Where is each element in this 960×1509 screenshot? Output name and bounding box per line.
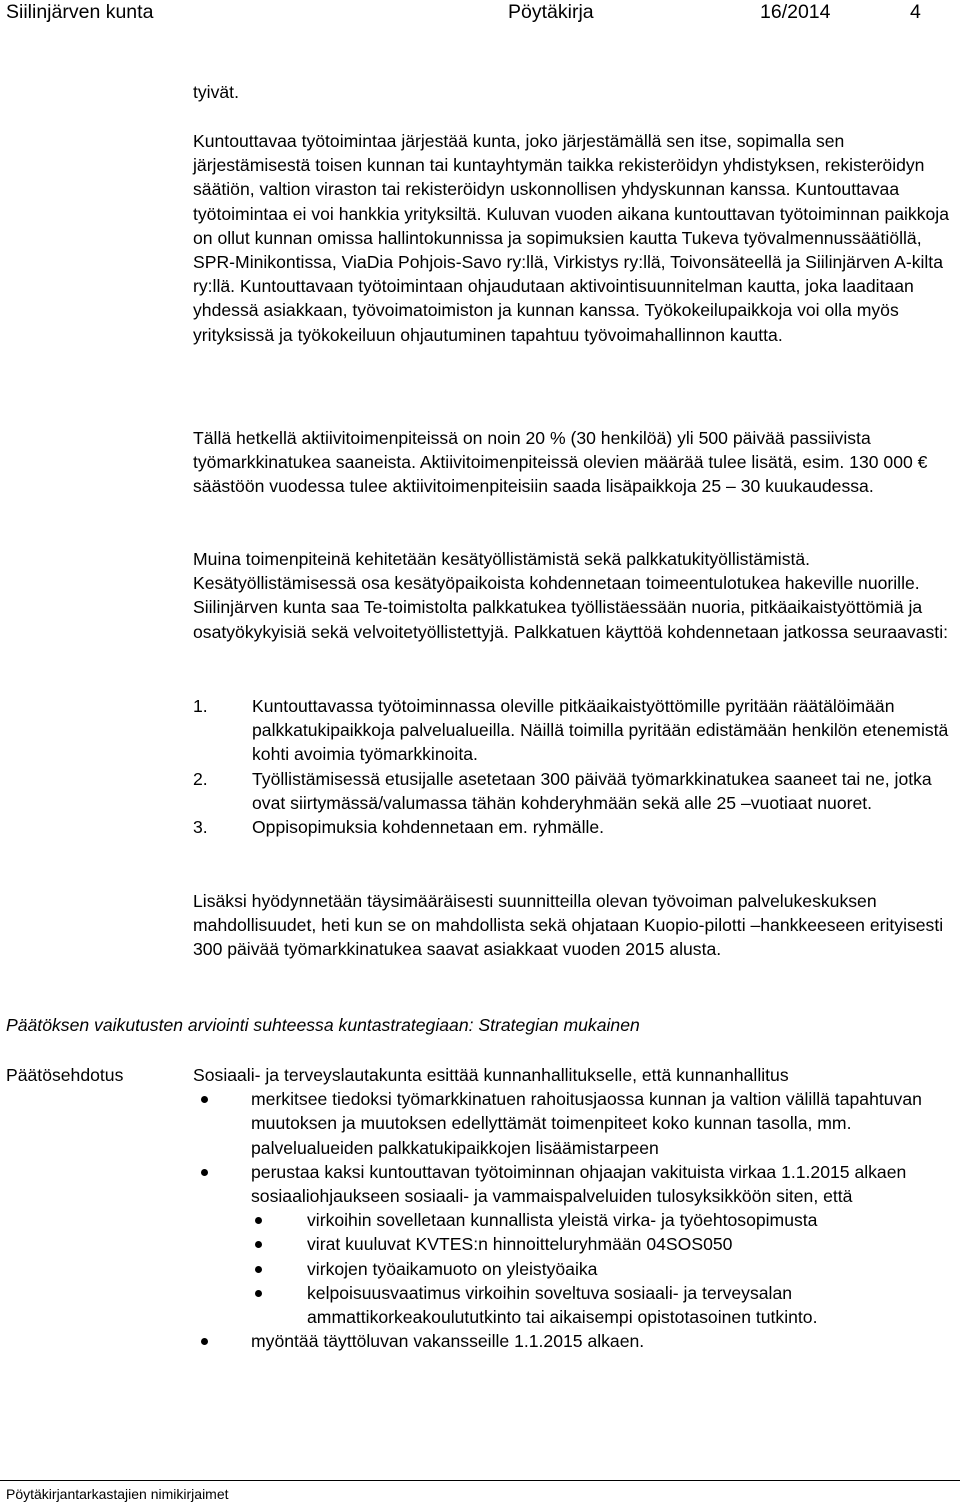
proposal-bullet [193,1087,950,1160]
proposal-bullet-text: perustaa kaksi kuntouttavan työtoiminnan ohjaajan vakituista virkaa 1.1.2015 alkaen sosiaaliohjaukseen sosiaali- ja vammaispalveluiden tulosyksikköön siten, että [251,1161,907,1207]
paragraph-text: Muina toimenpiteinä kehitetään kesätyöllistämistä sekä palkkatukityöllistämistä. Kesätyöllistämisessä osa kesätyöpaikoista kohdennetaan toimeentulotukea hakeville nuorille. Siilinjärven kunta saa Te-toimistolta palkkatukea työllistäessään nuoria, pitkäaikaistyöttömiä ja osatyökykyisiä sekä velvoitetyöllistettyjä. Palkkatuen käyttöä kohdennetaan jatkossa seuraavasti: [193,549,948,642]
impact-assessment: Päätöksen vaikutusten arviointi suhteessa kuntastrategiaan: Strategian mukainen [6,1015,640,1035]
proposal-intro: Sosiaali- ja terveyslautakunta esittää kunnanhallitukselle, että kunnanhallitus [193,1065,789,1085]
proposal-section [193,1063,950,1353]
proposal-bullet [193,1329,950,1353]
page-header [0,0,960,26]
paragraph-text: Tällä hetkellä aktiivitoimenpiteissä on noin 20 % (30 henkilöä) yli 500 päivää passiivista työmarkkinatukea saaneista. Aktiivitoimenpiteissä olevien määrää tulee lisätä, esim. 130 000 € säästöön vuodessa tulee aktiivitoimenpiteisiin saada lisäpaikkoja 25 – 30 kuukaudessa. [193,428,928,497]
proposal-sub-bullet-text: kelpoisuusvaatimus virkoihin soveltuva sosiaali- ja terveysalan ammattikorkeakoulututkinto tai aikaisempi opistotasoinen tutkinto. [307,1282,818,1328]
numbered-list [193,694,950,839]
proposal-sub-bullet [247,1232,950,1256]
paragraph-kuntouttava-tyotoiminta [193,129,950,347]
proposal-label: Päätösehdotus [6,1065,124,1085]
proposal-bullet [193,1160,950,1208]
list-item [193,694,950,767]
list-item-number: 3. [193,817,208,838]
proposal-sub-bullet-text: virat kuuluvat KVTES:n hinnoitteluryhmään 04SOS050 [307,1234,733,1255]
proposal-sub-bullet [247,1281,950,1329]
footer-divider [0,1480,960,1481]
proposal-sub-bullet [247,1257,950,1281]
list-item-text: Oppisopimuksia kohdennetaan em. ryhmälle. [252,817,605,838]
proposal-sub-list-wrapper [193,1208,950,1329]
paragraph-text: Lisäksi hyödynnetään täysimääräisesti suunnitteilla olevan työvoiman palvelukeskuksen mahdollisuudet, heti kun se on mahdollista sekä ohjataan Kuopio-pilotti –hankkeeseen erityisesti 300 päivää työmarkkinatukea saavat asiakkaat vuoden 2015 alusta. [193,891,944,960]
paragraph-palvelukeskus [193,889,950,962]
list-item-number: 1. [193,696,208,716]
proposal-bullet-text: merkitsee tiedoksi työmarkkinatuen rahoitusjaossa kunnan ja valtion välillä tapahtuvan muutoksen ja muutoksen edellyttämät toimenpiteet koko kunnan tasolla, mm. palvelualueiden palkkatukipaikkojen lisäämistarpeen [251,1089,922,1158]
paragraph-aktiivitoimenpiteet [193,426,950,499]
proposal-sub-bullet-text: virkojen työaikamuoto on yleistyöaika [307,1258,598,1279]
footer-initials-label: Pöytäkirjantarkastajien nimikirjaimet [6,1486,229,1502]
list-item-text: Kuntouttavassa työtoiminnassa oleville pitkäaikaistyöttömille pyritään räätälöimään palkkatukipaikkoja palvelualueilla. Näillä toimilla pyritään edistämään henkilön etenemistä kohti avoimia työmarkkinoita. [252,696,949,765]
header-document-type: Pöytäkirja [508,1,594,23]
header-document-number: 16/2014 [760,1,831,23]
proposal-sub-bullet-list [247,1208,950,1329]
proposal-sub-bullet [247,1208,950,1232]
paragraph-text: Kuntouttavaa työtoimintaa järjestää kunta, joko järjestämällä sen itse, sopimalla sen järjestämisestä toisen kunnan tai kuntayhtymän taikka rekisteröidyn yhdistyksen, rekisteröidyn säätiön, valtion viraston tai rekisteröidyn uskonnollisen yhdyskunnan kanssa. Kuntouttavaa työtoimintaa ei voi hankkia yrityksiltä. Kuluvan vuoden aikana kuntouttavan työtoiminnan paikkoja on ollut kunnan omissa hallintokunnissa ja sopimuksien kautta Tukeva työvalmennussäätiöllä, SPR-Minikontissa, ViaDia Pohjois-Savo ry:llä, Virkistys ry:llä, Toivonsäteellä ja Siilinjärven A-kilta ry:llä. Kuntouttavaan työtoimintaan ohjaudutaan aktivointisuunnitelman kautta, joka laaditaan yhdessä asiakkaan, työvoimatoimiston ja kunnan kanssa. Työkokeilupaikkoja voi olla myös yrityksissä ja työkokeiluun ohjautuminen tapahtuu työvoimahallinnon kautta. [193,131,949,345]
proposal-sub-bullet-text: virkoihin sovelletaan kunnallista yleistä virka- ja työehtosopimusta [307,1210,818,1231]
proposal-bullet-text: myöntää täyttöluvan vakansseille 1.1.2015 alkaen. [251,1331,645,1352]
paragraph-muut-toimenpiteet [193,547,950,644]
paragraph-text: tyivät. [193,82,239,102]
paragraph-tail [193,80,950,104]
list-item-number: 2. [193,768,208,789]
list-item [193,767,950,815]
header-organization: Siilinjärven kunta [6,1,154,23]
list-item-text: Työllistämisessä etusijalle asetetaan 300 päivää työmarkkinatukea saaneet tai ne, jotka ovat siirtymässä/valumassa tähän kohderyhmään sekä alle 25 –vuotiaat nuoret. [252,768,932,813]
proposal-bullet-list [193,1087,950,1353]
header-page-number: 4 [910,1,921,23]
list-item [193,815,950,839]
